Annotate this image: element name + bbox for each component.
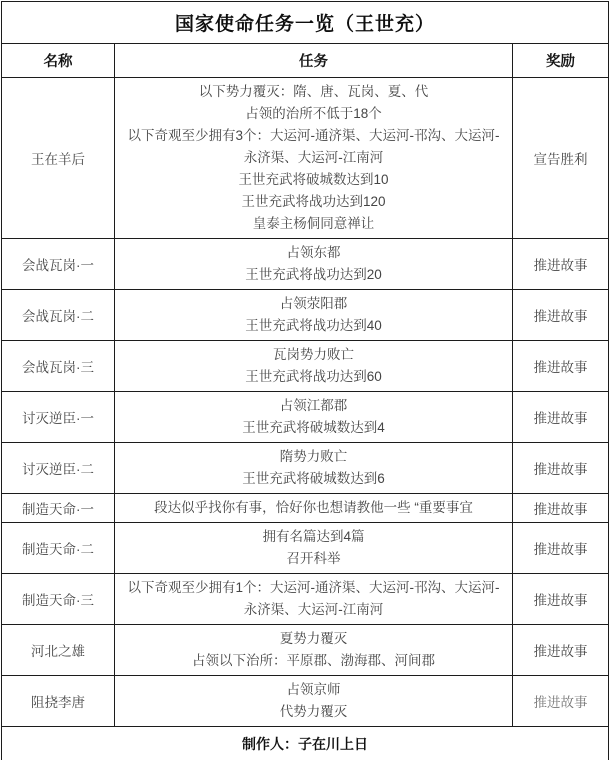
mission-tasks xyxy=(115,574,513,625)
mission-tasks xyxy=(115,290,513,341)
task-line: 代势力覆灭 xyxy=(279,704,348,719)
column-header-reward: 奖励 xyxy=(513,44,609,78)
table-row xyxy=(2,625,609,676)
task-line: 皇泰主杨侗同意禅让 xyxy=(252,216,375,231)
mission-name: 讨灭逆臣·二 xyxy=(2,443,115,494)
task-line: 占领东都 xyxy=(286,245,341,260)
mission-name: 制造天命·二 xyxy=(2,523,115,574)
title-row xyxy=(2,2,609,44)
table-row xyxy=(2,239,609,290)
mission-tasks xyxy=(115,341,513,392)
table-row xyxy=(2,523,609,574)
task-line: 以下势力覆灭：隋、唐、瓦岗、夏、代 xyxy=(198,84,429,99)
mission-name: 阻挠李唐 xyxy=(2,676,115,727)
table-row xyxy=(2,494,609,523)
mission-reward: 推进故事 xyxy=(513,523,609,574)
task-line: 王世充武将破城数达到10 xyxy=(238,172,389,187)
task-line: 段达似乎找你有事，恰好你也想请教他一些 “重要事宜 xyxy=(154,500,473,515)
mission-name: 讨灭逆臣·一 xyxy=(2,392,115,443)
page-title: 国家使命任务一览（王世充） xyxy=(2,2,609,44)
mission-reward: 推进故事 xyxy=(513,290,609,341)
table-row xyxy=(2,676,609,727)
task-line: 占领的治所不低于18个 xyxy=(245,106,382,121)
mission-reward: 推进故事 xyxy=(513,239,609,290)
task-line: 王世充武将破城数达到6 xyxy=(242,471,385,486)
mission-name: 制造天命·三 xyxy=(2,574,115,625)
column-header-task: 任务 xyxy=(115,44,513,78)
mission-name: 会战瓦岗·三 xyxy=(2,341,115,392)
table-row xyxy=(2,443,609,494)
table-row xyxy=(2,290,609,341)
mission-name: 王在羊后 xyxy=(2,78,115,239)
mission-rows xyxy=(2,78,609,727)
mission-tasks xyxy=(115,625,513,676)
mission-reward: 推进故事 xyxy=(513,625,609,676)
task-line: 以下奇观至少拥有3个：大运河-通济渠、大运河-邗沟、大运河-永济渠、大运河-江南河 xyxy=(127,128,500,165)
task-line: 召开科举 xyxy=(286,551,341,566)
mission-tasks xyxy=(115,78,513,239)
mission-name: 制造天命·一 xyxy=(2,494,115,523)
task-line: 拥有名篇达到4篇 xyxy=(262,529,365,544)
mission-tasks xyxy=(115,443,513,494)
mission-reward: 推进故事 xyxy=(513,443,609,494)
task-line: 瓦岗势力败亡 xyxy=(273,347,354,362)
mission-reward: 推进故事 xyxy=(513,574,609,625)
task-line: 王世充武将战功达到120 xyxy=(241,194,386,209)
mission-name: 会战瓦岗·一 xyxy=(2,239,115,290)
footer-credit: 制作人：子在川上日 xyxy=(2,727,609,760)
mission-tasks xyxy=(115,676,513,727)
task-line: 王世充武将战功达到20 xyxy=(245,267,382,282)
mission-tasks xyxy=(115,392,513,443)
task-line: 夏势力覆灭 xyxy=(279,631,348,646)
mission-name: 会战瓦岗·二 xyxy=(2,290,115,341)
mission-reward: 推进故事 xyxy=(513,676,609,727)
footer-row xyxy=(2,727,609,760)
task-line: 占领京师 xyxy=(286,682,341,697)
table-row xyxy=(2,392,609,443)
mission-reward: 推进故事 xyxy=(513,341,609,392)
task-line: 占领江都郡 xyxy=(279,398,348,413)
mission-reward: 推进故事 xyxy=(513,494,609,523)
mission-tasks xyxy=(115,523,513,574)
table-row xyxy=(2,574,609,625)
header-row xyxy=(2,44,609,78)
task-line: 占领以下治所：平原郡、渤海郡、河间郡 xyxy=(192,653,435,668)
column-header-name: 名称 xyxy=(2,44,115,78)
task-line: 王世充武将战功达到40 xyxy=(245,318,382,333)
task-line: 王世充武将破城数达到4 xyxy=(242,420,385,435)
mission-reward: 推进故事 xyxy=(513,392,609,443)
task-line: 王世充武将战功达到60 xyxy=(245,369,382,384)
table-row xyxy=(2,341,609,392)
mission-tasks xyxy=(115,494,513,523)
table-row xyxy=(2,78,609,239)
task-line: 隋势力败亡 xyxy=(279,449,348,464)
mission-table xyxy=(1,1,609,760)
task-line: 以下奇观至少拥有1个：大运河-通济渠、大运河-邗沟、大运河-永济渠、大运河-江南河 xyxy=(127,580,500,617)
task-line: 占领荥阳郡 xyxy=(279,296,348,311)
mission-name: 河北之雄 xyxy=(2,625,115,676)
mission-tasks xyxy=(115,239,513,290)
mission-reward: 宣告胜利 xyxy=(513,78,609,239)
